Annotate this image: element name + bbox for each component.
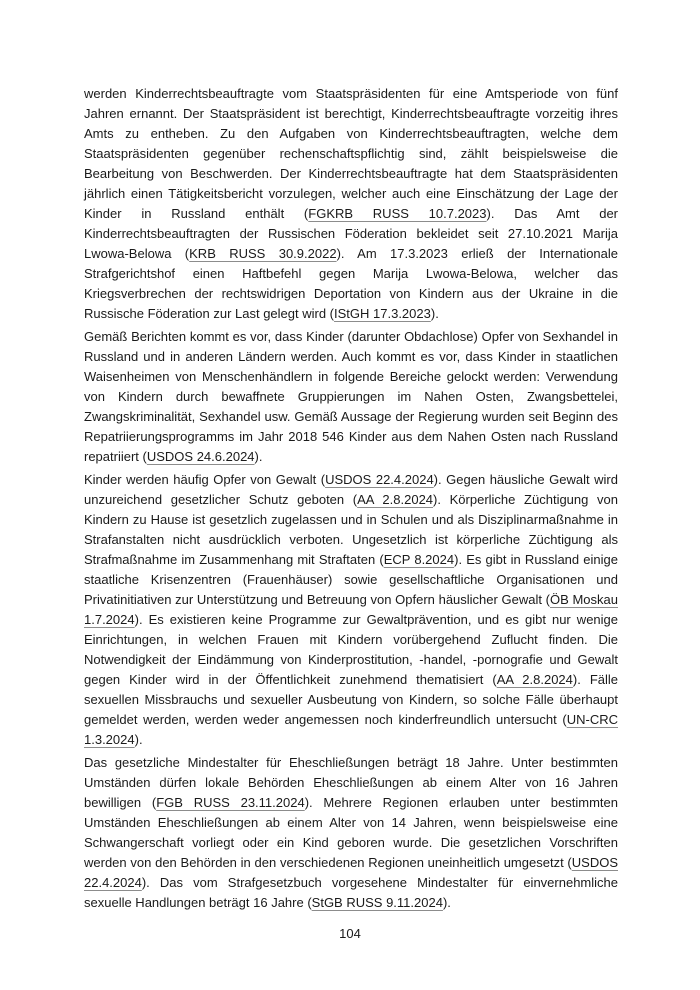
text-run: ). Es existieren keine Programme zur Gewaltprävention, und es gibt nur wenige Einrichtungen, in welchen Frauen mit Kindern vorübergehend Zuflucht finden. Die Notwendigkeit der Eindämmung von Kinderprostitution, -handel, -pornografie und Gewalt gegen Kinder wird in der Öffentlichkeit zunehmend thematisiert ( bbox=[84, 612, 618, 687]
text-run: ). Körperliche Züchtigung von Kindern zu Hause ist gesetzlich zugelassen und in Schulen und als Disziplinarmaßnahme in Strafanstalten nicht ausdrücklich verboten. Ungesetzlich ist körperliche Züchtigung als Strafmaßnahme im Zusammenhang mit Straftaten ( bbox=[84, 492, 618, 567]
citation-link[interactable]: IStGH 17.3.2023 bbox=[334, 306, 431, 321]
citation-link[interactable]: StGB RUSS 9.11.2024 bbox=[311, 895, 443, 910]
text-run: Gemäß Berichten kommt es vor, dass Kinder (darunter Obdachlose) Opfer von Sexhandel in Russland und in anderen Ländern werden. Auch kommt es vor, dass Kinder in staatlichen Waisenheimen von Menschenhändlern in folgende Bereiche gelockt werden: Verwendung von Kindern durch bewaffnete Gruppierungen im Nahen Osten, Zwangsbettelei, Zwangskriminalität, Sexhandel usw. Gemäß Aussage der Regierung wurden seit Beginn des Repatriierungsprogramms im Jahr 2018 546 Kinder aus dem Nahen Osten nach Russland repatriiert ( bbox=[84, 329, 618, 464]
text-run: ). bbox=[134, 732, 143, 747]
citation-link[interactable]: FGKRB RUSS 10.7.2023 bbox=[308, 206, 487, 221]
citation-link[interactable]: KRB RUSS 30.9.2022 bbox=[189, 246, 337, 261]
text-run: werden Kinderrechtsbeauftragte vom Staatspräsidenten für eine Amtsperiode von fünf Jahren ernannt. Der Staatspräsident ist berechtigt, Kinderrechtsbeauftragte vorzeitig ihres Amts zu entheben. Zu den Aufgaben von Kinderrechtsbeauftragten, welche dem Staatspräsidenten gegenüber rechenschaftspflichtig sind, zählt beispielsweise die Bearbeitung von Beschwerden. Der Kinderrechtsbeauftragte hat dem Staatspräsidenten jährlich einen Tätigkeitsbericht vorzulegen, welcher auch eine Einschätzung der Lage der Kinder in Russland enthält ( bbox=[84, 86, 618, 221]
citation-link[interactable]: ÖB Moskau 1.7.2024 bbox=[84, 592, 618, 627]
citation-link[interactable]: AA 2.8.2024 bbox=[357, 492, 434, 507]
citation-link[interactable]: UN-CRC 1.3.2024 bbox=[84, 712, 618, 747]
citation-link[interactable]: ECP 8.2024 bbox=[383, 552, 455, 567]
text-run: Das gesetzliche Mindestalter für Eheschließungen beträgt 18 Jahre. Unter bestimmten Umständen dürfen lokale Behörden Eheschließungen ab einem Alter von 16 Jahren bewilligen ( bbox=[84, 755, 618, 810]
text-run: ). Das vom Strafgesetzbuch vorgesehene Mindestalter für einvernehmliche sexuelle Handlungen beträgt 16 Jahre ( bbox=[84, 875, 618, 910]
text-run: ). Es gibt in Russland einige staatliche Krisenzentren (Frauenhäuser) sowie gesellschaftliche Organisationen und Privatinitiativen zur Unterstützung und Betreuung von Opfern häuslicher Gewalt ( bbox=[84, 552, 618, 607]
text-run: ). Am 17.3.2023 erließ der Internationale Strafgerichtshof einen Haftbefehl gegen Marija Lwowa-Belowa, welcher das Kriegsverbrechen der rechtswidrigen Deportation von Kindern aus der Ukraine in die Russische Föderation zur Last gelegt wird ( bbox=[84, 246, 619, 321]
text-run: ). bbox=[430, 306, 439, 321]
paragraph-ombudsman bbox=[84, 84, 618, 324]
citation-link[interactable]: USDOS 22.4.2024 bbox=[325, 472, 434, 487]
text-run: ). bbox=[442, 895, 451, 910]
citation-link[interactable]: FGB RUSS 23.11.2024 bbox=[156, 795, 305, 810]
text-run: Kinder werden häufig Opfer von Gewalt ( bbox=[84, 472, 326, 487]
paragraph-violence bbox=[84, 470, 618, 750]
page-body bbox=[84, 84, 618, 916]
citation-link[interactable]: USDOS 22.4.2024 bbox=[84, 855, 618, 890]
page-number: 104 bbox=[339, 926, 361, 941]
citation-link[interactable]: USDOS 24.6.2024 bbox=[146, 449, 255, 464]
text-run: ). Gegen häusliche Gewalt wird unzureichend gesetzlicher Schutz geboten ( bbox=[84, 472, 618, 507]
text-run: ). bbox=[254, 449, 263, 464]
text-run: ). Das Amt der Kinderrechtsbeauftragten der Russischen Föderation bekleidet seit 27.10.2021 Marija Lwowa-Belowa ( bbox=[84, 206, 619, 261]
paragraph-trafficking bbox=[84, 327, 618, 467]
text-run: ). Mehrere Regionen erlauben unter bestimmten Umständen Eheschließungen ab einem Alter von 14 Jahren, wenn beispielsweise eine Schwangerschaft vorliegt oder ein Kind geboren wurde. Die gesetzlichen Vorschriften werden von den Behörden in den verschiedenen Regionen uneinheitlich umgesetzt ( bbox=[84, 795, 618, 870]
citation-link[interactable]: AA 2.8.2024 bbox=[496, 672, 573, 687]
text-run: ). Fälle sexuellen Missbrauchs und sexueller Ausbeutung von Kindern, so solche Fälle überhaupt gemeldet werden, werden weder angemessen noch kinderfreundlich untersucht ( bbox=[84, 672, 619, 727]
paragraph-marriage-age bbox=[84, 753, 618, 913]
